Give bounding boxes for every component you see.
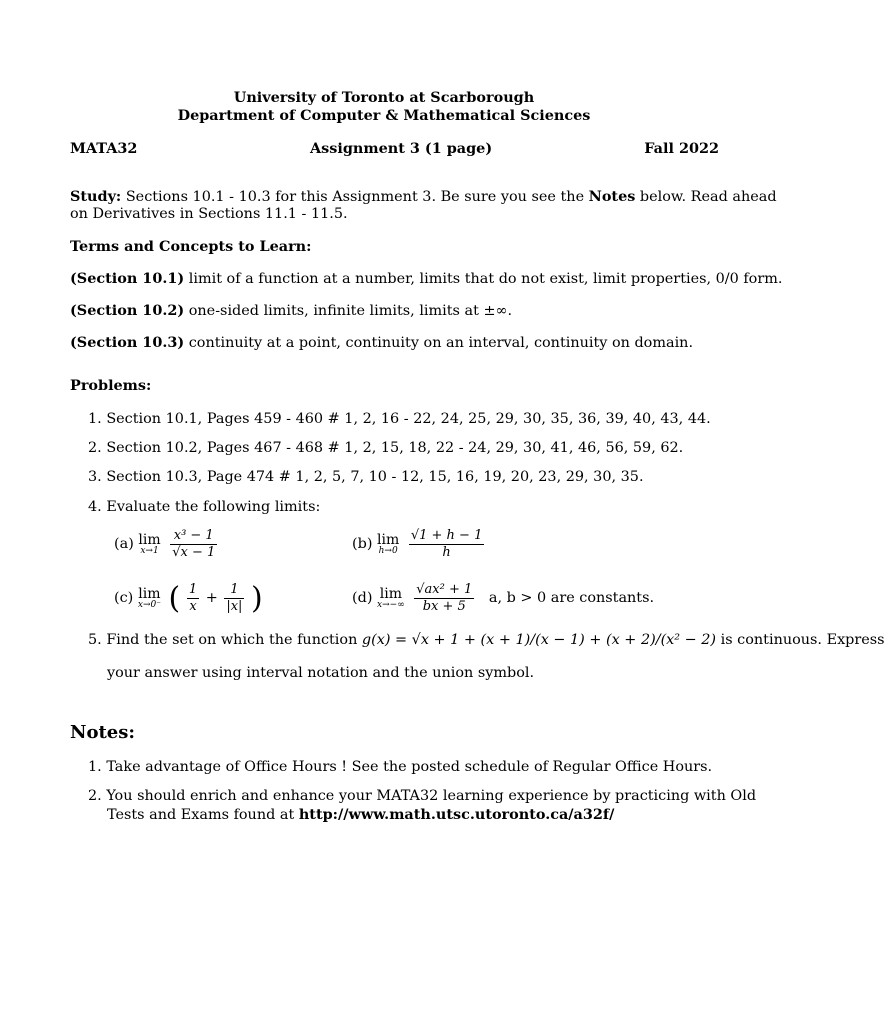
terms-item — [70, 334, 693, 352]
term: Fall 2022 — [644, 140, 719, 157]
problem-text: Section 10.1, Pages 459 - 460 # 1, 2, 16 - 22, 24, 25, 29, 30, 35, 36, 39, 40, 43, 44. — [106, 411, 711, 427]
terms-text: one-sided limits, infinite limits, limits at ±∞. — [188, 303, 513, 319]
limit-b-numerator: √1 + h − 1 — [410, 528, 483, 543]
problem-5-text-1: Find the set on which the function — [106, 632, 358, 648]
limit-operator: lim x→0⁻ — [137, 586, 161, 611]
limit-b-fraction — [409, 528, 485, 562]
limit-d-fraction — [414, 582, 474, 616]
limit-c-fraction-2: $\frac{1}{|x|}$ — [226, 582, 243, 615]
terms-item — [70, 302, 512, 320]
limit-operator: lim h→0 — [377, 532, 400, 557]
limit-d — [352, 582, 654, 616]
assignment-title: Assignment 3 (1 page) — [310, 140, 493, 157]
note-text: Take advantage of Office Hours ! See the posted schedule of Regular Office Hours. — [106, 759, 713, 775]
note-number: 1. — [88, 759, 102, 775]
terms-section-label: (Section 10.3) — [70, 334, 185, 351]
limit-a-label: (a) — [114, 536, 134, 553]
note-line-2 — [107, 806, 614, 824]
limit-a-fraction — [170, 528, 217, 562]
terms-section-label: (Section 10.1) — [70, 270, 185, 287]
limit-b — [352, 528, 486, 562]
problem-item — [88, 411, 711, 428]
limit-c-label: (c) — [114, 590, 134, 607]
note-number: 2. — [88, 788, 102, 804]
note-item — [88, 759, 712, 776]
note-item — [88, 788, 756, 805]
problem-number: 2. — [88, 440, 102, 456]
problem-text: Evaluate the following limits: — [106, 499, 321, 515]
problem-item — [88, 440, 683, 457]
terms-heading: Terms and Concepts to Learn: — [70, 238, 312, 255]
problem-item — [88, 469, 644, 486]
course-code: MATA32 — [70, 140, 138, 157]
limit-operator: lim x→−∞ — [377, 586, 405, 611]
limit-operator: lim x→1 — [138, 532, 161, 557]
limit-a-denominator: √x − 1 — [172, 545, 216, 561]
problem-5-function: g(x) = √x + 1 + (x + 1)/(x − 1) + (x + 2)/(x² − 2) — [361, 632, 717, 648]
note-text: Tests and Exams found at — [107, 807, 295, 823]
limit-c: (c) lim x→0⁻ ( $\frac{1}{x}$ + $\frac{1}{|x|}$ ) — [114, 580, 263, 616]
limit-b-denominator: h — [409, 544, 485, 561]
problem-5 — [88, 632, 885, 650]
department-name: Department of Computer & Mathematical Sciences — [177, 107, 591, 124]
terms-section-label: (Section 10.2) — [70, 302, 185, 319]
problem-text: Section 10.3, Page 474 # 1, 2, 5, 7, 10 - 12, 15, 16, 19, 20, 23, 29, 30, 35. — [106, 469, 644, 485]
study-line-1 — [70, 188, 777, 206]
study-label: Study: — [70, 188, 122, 205]
problem-5-line-2: your answer using interval notation and the union symbol. — [107, 665, 535, 681]
problem-number: 1. — [88, 411, 102, 427]
limit-d-numerator: √ax² + 1 — [416, 582, 473, 597]
problems-heading: Problems: — [70, 377, 152, 394]
course-website-link[interactable]: http://www.math.utsc.utoronto.ca/a32f/ — [298, 806, 615, 823]
problem-number: 5. — [88, 632, 102, 648]
study-text-2: below. Read ahead — [639, 189, 777, 205]
problem-number: 4. — [88, 499, 102, 515]
limit-c-fraction-1: $\frac{1}{x}$ — [188, 582, 198, 615]
limit-a-numerator: x³ − 1 — [173, 528, 214, 543]
limit-d-label: (d) — [352, 590, 373, 607]
notes-reference: Notes — [588, 188, 636, 205]
limit-d-denominator: bx + 5 — [414, 598, 474, 615]
notes-heading: Notes: — [70, 722, 136, 743]
terms-text: limit of a function at a number, limits that do not exist, limit properties, 0/0 form. — [188, 271, 783, 287]
terms-text: continuity at a point, continuity on an interval, continuity on domain. — [188, 335, 694, 351]
problem-5-text-2: is continuous. Express — [720, 632, 885, 648]
limit-b-label: (b) — [352, 536, 373, 553]
study-text-1: Sections 10.1 - 10.3 for this Assignment 3. Be sure you see the — [125, 189, 585, 205]
limit-a — [114, 528, 219, 562]
limit-d-note: a, b > 0 are constants. — [488, 590, 655, 607]
problem-number: 3. — [88, 469, 102, 485]
university-name: University of Toronto at Scarborough — [233, 89, 535, 106]
problem-item — [88, 499, 320, 516]
terms-item — [70, 270, 782, 288]
problem-text: Section 10.2, Pages 467 - 468 # 1, 2, 15, 18, 22 - 24, 29, 30, 41, 46, 56, 59, 62. — [106, 440, 684, 456]
study-line-2: on Derivatives in Sections 11.1 - 11.5. — [70, 206, 348, 222]
note-text: You should enrich and enhance your MATA32 learning experience by practicing with Old — [106, 788, 757, 804]
